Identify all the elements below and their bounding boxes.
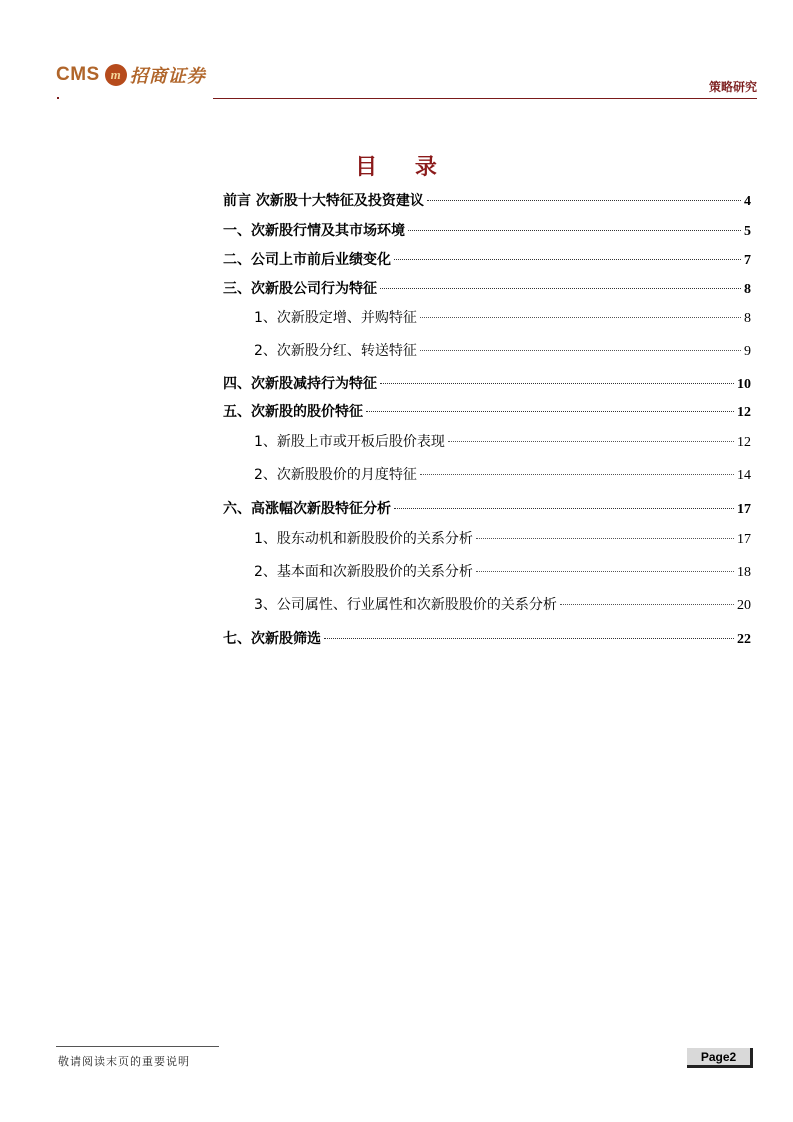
toc-entry-label: 2、基本面和次新股股价的关系分析 — [254, 564, 473, 580]
toc-leader — [380, 383, 734, 384]
toc-entry-page: 12 — [737, 435, 751, 450]
toc-entry-page: 7 — [744, 253, 751, 268]
page-number-badge: Page2 — [687, 1048, 753, 1068]
report-section-label: 策略研究 — [708, 80, 757, 94]
toc-entry-section-5-1[interactable] — [254, 432, 751, 452]
toc-leader — [420, 474, 734, 475]
header-dot — [57, 97, 59, 99]
toc-entry-label: 1、次新股定增、并购特征 — [254, 310, 417, 326]
toc-entry-page: 5 — [744, 224, 751, 239]
disclaimer-note: 敬请阅读末页的重要说明 — [58, 1055, 190, 1068]
toc-leader — [394, 508, 734, 509]
toc-entry-label: 六、高涨幅次新股特征分析 — [223, 501, 391, 517]
toc-entry-label: 三、次新股公司行为特征 — [223, 281, 377, 297]
toc-entry-label: 二、公司上市前后业绩变化 — [223, 252, 391, 268]
company-logo — [56, 62, 206, 88]
toc-leader — [394, 259, 741, 260]
toc-leader — [427, 200, 741, 201]
toc-leader — [476, 571, 734, 572]
toc-entry-page: 14 — [737, 468, 751, 483]
toc-entry-preface[interactable] — [223, 191, 751, 211]
toc-entry-label: 2、次新股分红、转送特征 — [254, 343, 417, 359]
logo-cms-text: CMS — [56, 64, 100, 85]
toc-leader — [476, 538, 734, 539]
toc-entry-label: 1、股东动机和新股股价的关系分析 — [254, 531, 473, 547]
toc-entry-label: 前言 次新股十大特征及投资建议 — [223, 193, 424, 209]
header-divider — [213, 98, 757, 99]
toc-entry-label: 四、次新股减持行为特征 — [223, 376, 377, 392]
toc-entry-page: 8 — [744, 282, 751, 297]
toc-entry-label: 五、次新股的股价特征 — [223, 404, 363, 420]
toc-leader — [324, 638, 734, 639]
logo-emblem-icon: m — [105, 64, 127, 86]
toc-entry-label: 七、次新股筛选 — [223, 631, 321, 647]
toc-entry-page: 22 — [737, 632, 751, 647]
toc-entry-page: 20 — [737, 598, 751, 613]
toc-entry-section-5[interactable] — [223, 402, 751, 422]
toc-entry-page: 8 — [744, 311, 751, 326]
toc-entry-label: 2、次新股股价的月度特征 — [254, 467, 417, 483]
toc-leader — [420, 350, 741, 351]
toc-entry-page: 10 — [737, 377, 751, 392]
toc-entry-section-1[interactable] — [223, 221, 751, 241]
toc-entry-page: 18 — [737, 565, 751, 580]
footer-divider — [56, 1046, 219, 1047]
toc-leader — [380, 288, 741, 289]
toc-leader — [420, 317, 741, 318]
toc-entry-page: 17 — [737, 532, 751, 547]
toc-leader — [408, 230, 741, 231]
toc-entry-section-3[interactable] — [223, 279, 751, 299]
toc-entry-section-3-1[interactable] — [254, 308, 751, 328]
logo-chinese-name: 招商证券 — [129, 66, 206, 87]
toc-entry-label: 一、次新股行情及其市场环境 — [223, 223, 405, 239]
toc-entry-section-6-2[interactable] — [254, 562, 751, 582]
toc-entry-section-5-2[interactable] — [254, 465, 751, 485]
toc-title: 目 录 — [355, 155, 438, 180]
toc-leader — [448, 441, 734, 442]
toc-entry-section-6-3[interactable] — [254, 595, 751, 615]
toc-entry-page: 4 — [744, 194, 751, 209]
toc-entry-section-3-2[interactable] — [254, 341, 751, 361]
toc-entry-section-6-1[interactable] — [254, 529, 751, 549]
toc-entry-section-2[interactable] — [223, 250, 751, 270]
toc-entry-page: 17 — [737, 502, 751, 517]
toc-entry-page: 9 — [744, 344, 751, 359]
toc-entry-label: 1、新股上市或开板后股价表现 — [254, 434, 445, 450]
toc-entry-page: 12 — [737, 405, 751, 420]
toc-leader — [366, 411, 734, 412]
toc-entry-section-7[interactable] — [223, 629, 751, 649]
toc-entry-label: 3、公司属性、行业属性和次新股股价的关系分析 — [254, 597, 557, 613]
toc-leader — [560, 604, 734, 605]
toc-entry-section-6[interactable] — [223, 499, 751, 519]
toc-entry-section-4[interactable] — [223, 374, 751, 394]
